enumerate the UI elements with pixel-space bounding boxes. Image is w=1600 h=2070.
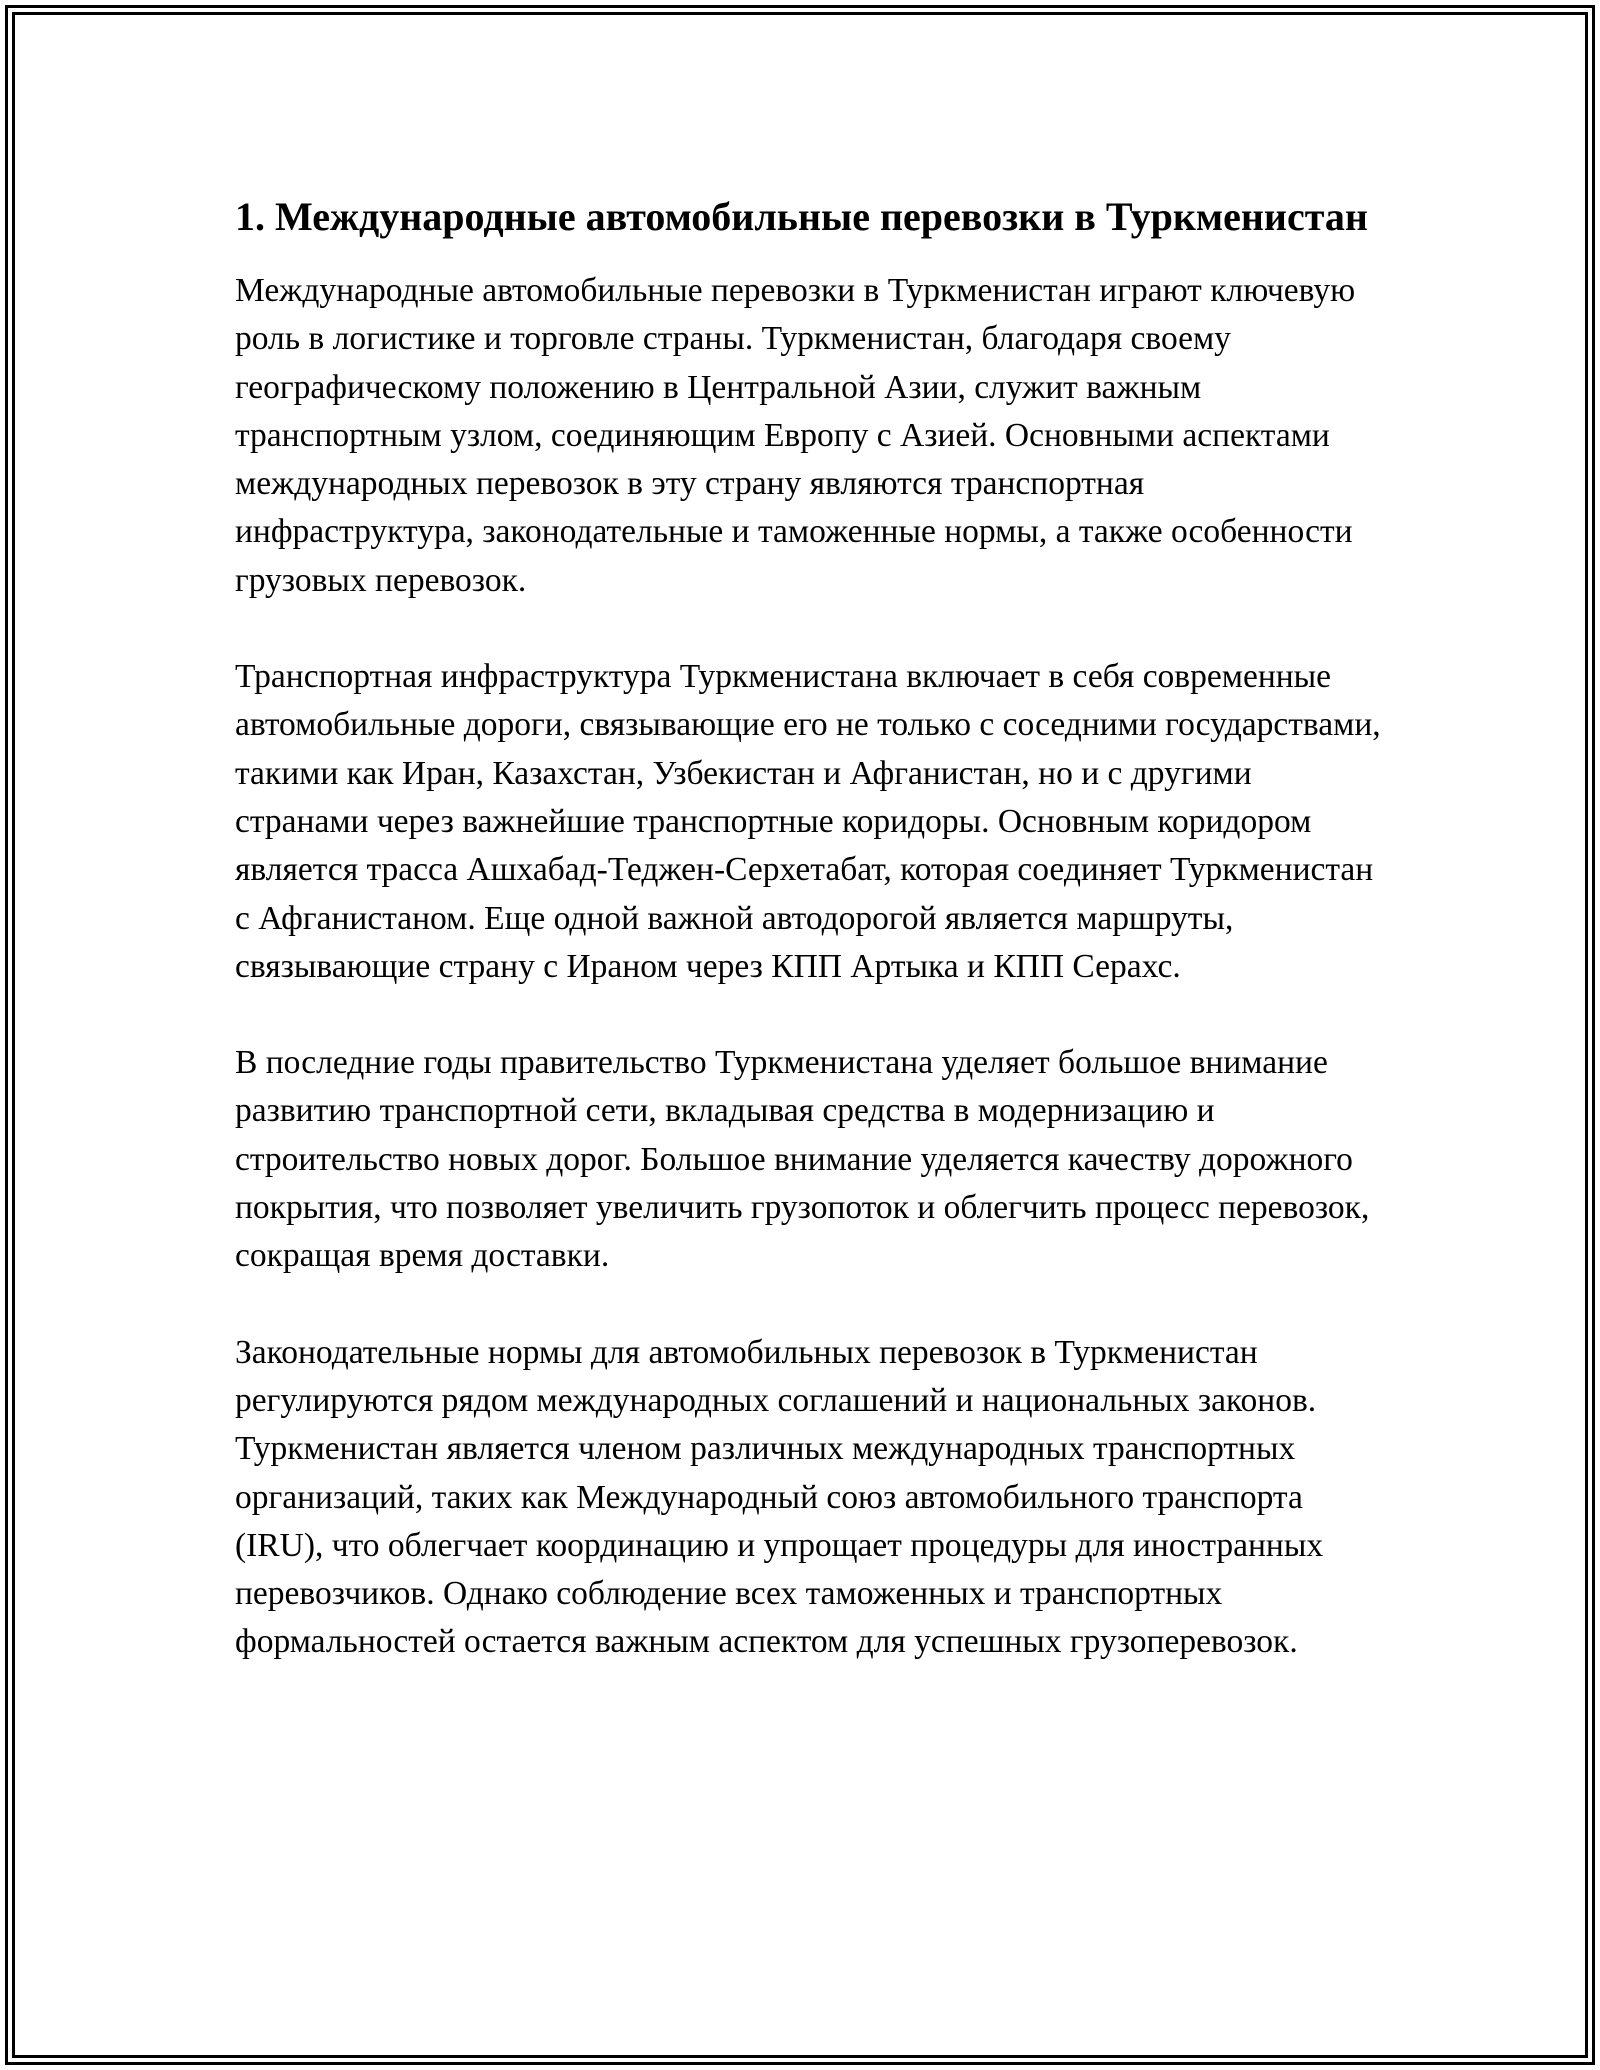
paragraph-intro: Международные автомобильные перевозки в Туркменистан играют ключевую роль в логистике и торговле страны. Туркменистан, благодаря своему географическому положению в Центральной Азии, служит важным транспортным узлом, соединяющим Европу с Азией. Основными аспектами международных перевозок в эту страну являются транспортная инфраструктура, законодательные и таможенные нормы, а также особенности грузовых перевозок. xyxy=(235,272,1356,599)
paragraph-legislation: Законодательные нормы для автомобильных перевозок в Туркменистан регулируются рядом международных соглашений и национальных законов. Туркменистан является членом различных международных транспортных организаций, таких как Международный союз автомобильного транспорта (IRU), что облегчает координацию и упрощает процедуры для иностранных перевозчиков. Однако соблюдение всех таможенных и транспортных формальностей остается важным аспектом для успешных грузоперевозок. xyxy=(235,1333,1324,1661)
document-body xyxy=(235,188,1385,1715)
section-heading: 1. Международные автомобильные перевозки в Туркменистан xyxy=(235,194,1368,239)
paragraph-development: В последние годы правительство Туркменистана уделяет большое внимание развитию транспортной сети, вкладывая средства в модернизацию и строительство новых дорог. Большое внимание уделяется качеству дорожного покрытия, что позволяет увеличить грузопоток и облегчить процесс перевозок, сокращая время доставки. xyxy=(235,1044,1370,1275)
paragraph-infrastructure: Транспортная инфраструктура Туркменистана включает в себя современные автомобильные дороги, связывающие его не только с соседними государствами, такими как Иран, Казахстан, Узбекистан и Афганистан, но и с другими странами через важнейшие транспортные коридоры. Основным коридором является трасса Ашхабад-Теджен-Серхетабат, которая соединяет Туркменистан с Афганистаном. Еще одной важной автодорогой является маршруты, связывающие страну с Ираном через КПП Артыка и КПП Серахс. xyxy=(235,658,1381,985)
